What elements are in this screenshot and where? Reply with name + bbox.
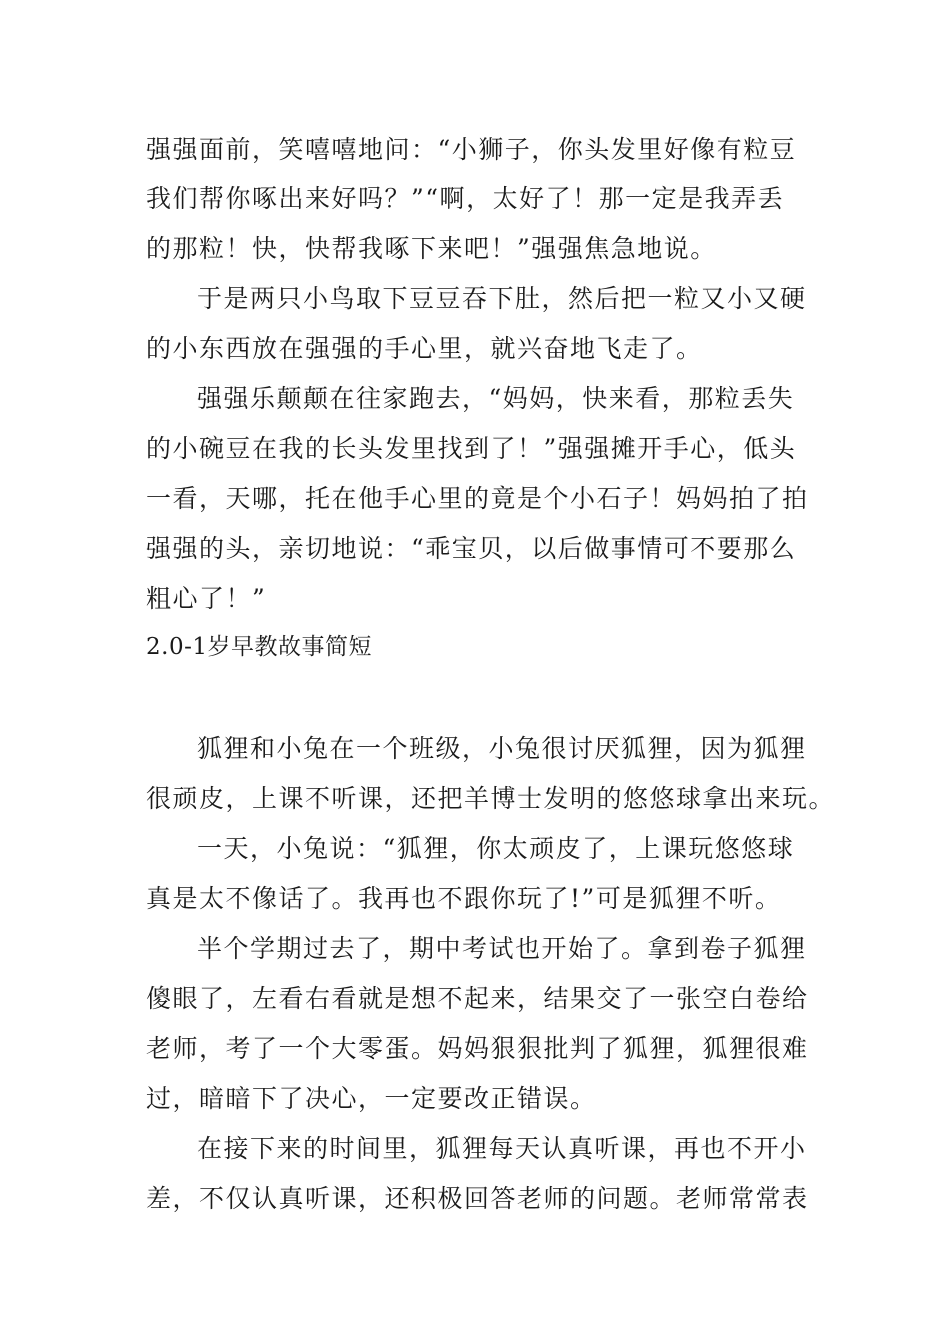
paragraph-line: 的小碗豆在我的长头发里找到了！”强强摊开手心，低头 — [146, 434, 797, 463]
paragraph-line: 于是两只小鸟取下豆豆吞下肚，然后把一粒又小又硬 — [197, 284, 807, 313]
paragraph-line: 傻眼了，左看右看就是想不起来，结果交了一张空白卷给 — [146, 984, 809, 1013]
paragraph-line: 强强乐颠颠在往家跑去，“妈妈，快来看，那粒丢失 — [197, 384, 795, 413]
paragraph-line: 过，暗暗下了决心，一定要改正错误。 — [146, 1084, 597, 1113]
section-heading: 2.0-1岁早教故事简短 — [146, 634, 372, 660]
paragraph-line: 在接下来的时间里，狐狸每天认真听课，再也不开小 — [197, 1134, 807, 1163]
paragraph-line: 粗心了！” — [146, 584, 267, 613]
paragraph-line: 很顽皮，上课不听课，还把羊博士发明的悠悠球拿出来玩。 — [146, 784, 836, 813]
paragraph-line: 半个学期过去了，期中考试也开始了。拿到卷子狐狸 — [197, 934, 807, 963]
paragraph-line: 狐狸和小兔在一个班级，小兔很讨厌狐狸，因为狐狸 — [197, 734, 807, 763]
paragraph-line: 的那粒！快，快帮我啄下来吧！”强强焦急地说。 — [146, 234, 717, 263]
paragraph-line: 的小东西放在强强的手心里，就兴奋地飞走了。 — [146, 334, 703, 363]
paragraph-line: 强强的头，亲切地说：“乖宝贝，以后做事情可不要那么 — [146, 534, 797, 563]
paragraph-line: 一天，小兔说：“狐狸，你太顽皮了，上课玩悠悠球 — [197, 834, 795, 863]
paragraph-line: 真是太不像话了。我再也不跟你玩了!”可是狐狸不听。 — [146, 884, 782, 913]
paragraph-line: 一看，天哪，托在他手心里的竟是个小石子！妈妈拍了拍 — [146, 484, 809, 513]
paragraph-line: 强强面前，笑嘻嘻地问：“小狮子，你头发里好像有粒豆 — [146, 135, 797, 164]
paragraph-line: 差，不仅认真听课，还积极回答老师的问题。老师常常表 — [146, 1184, 809, 1213]
paragraph-line: 我们帮你啄出来好吗？”“啊，太好了！那一定是我弄丢 — [146, 184, 785, 213]
paragraph-line: 老师，考了一个大零蛋。妈妈狠狠批判了狐狸，狐狸很难 — [146, 1034, 809, 1063]
